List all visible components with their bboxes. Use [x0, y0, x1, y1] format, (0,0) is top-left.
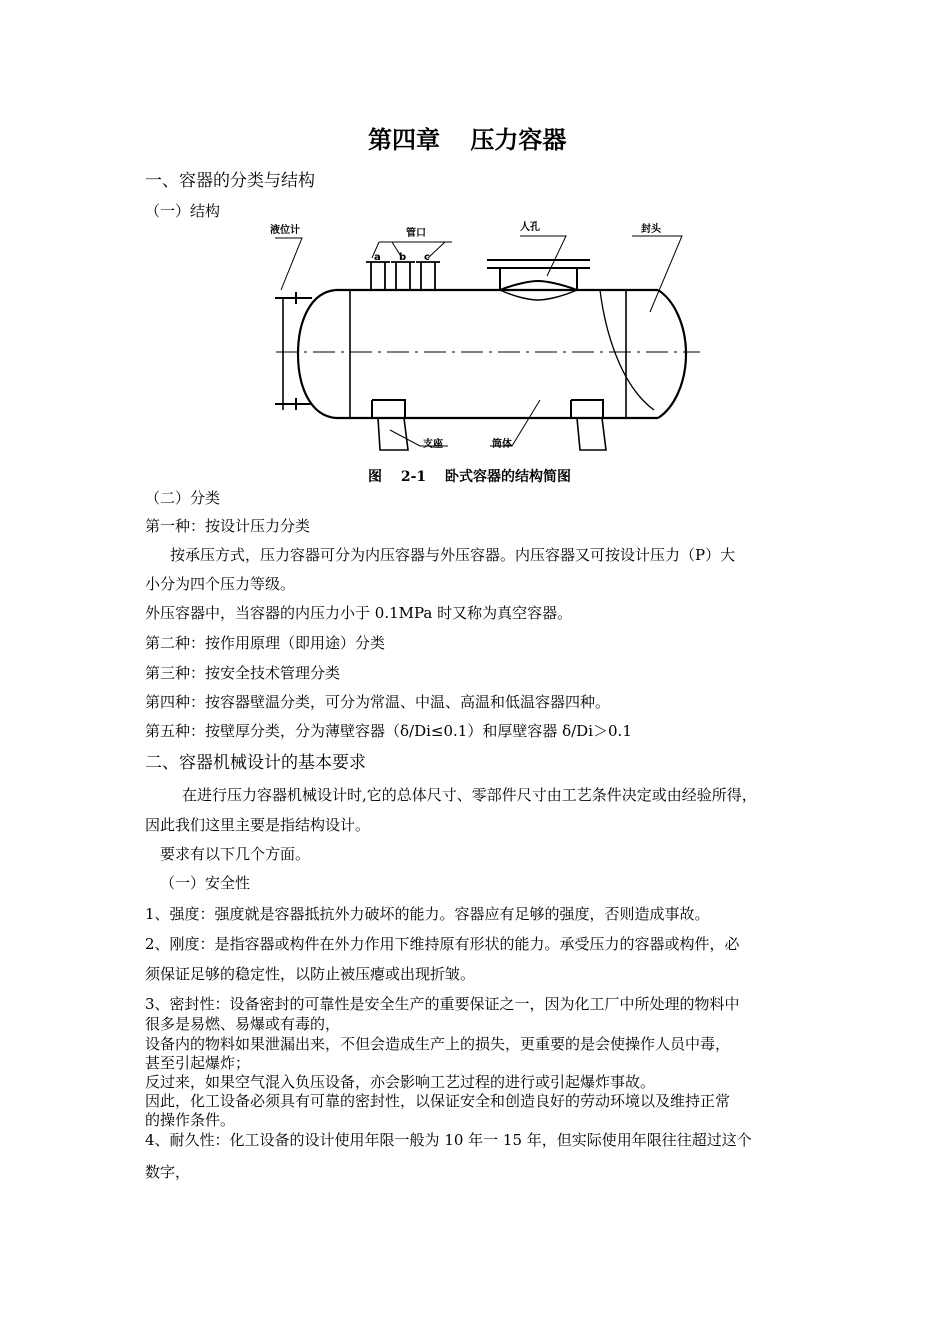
paragraph-line: 2、刚度：是指容器或构件在外力作用下维持原有形状的能力。承受压力的容器或构件，必: [145, 935, 740, 953]
paragraph-line: 很多是易燃、易爆或有毒的，: [145, 1015, 341, 1033]
leader-manhole: [520, 236, 566, 276]
leader-nozzle: [372, 242, 452, 258]
paragraph-line: 第一种：按设计压力分类: [145, 517, 311, 535]
saddle-right-leg: [577, 418, 606, 450]
label-nozzle-a: a: [374, 252, 381, 263]
paragraph-line: 3、密封性：设备密封的可靠性是安全生产的重要保证之一，因为化工厂中所处理的物料中: [145, 995, 740, 1013]
label-saddle: 支座: [423, 439, 443, 450]
paragraph-line: 第四种：按容器壁温分类，可分为常温、中温、高温和低温容器四种。: [145, 693, 611, 711]
label-nozzle-c: c: [424, 252, 430, 263]
subsection-safety: （一）安全性: [160, 874, 251, 892]
label-nozzle: 管口: [406, 228, 426, 239]
manhole-cover: [500, 281, 577, 290]
figure-caption: 图 2-1 卧式容器的结构简图: [368, 469, 572, 485]
saddle-right: [571, 400, 603, 418]
label-level-gauge: 液位计: [270, 225, 300, 236]
paragraph-line: 因此我们这里主要是指结构设计。: [145, 816, 371, 834]
page-title: 第四章 压力容器: [368, 125, 567, 154]
paragraph-line: 第二种：按作用原理（即用途）分类: [145, 634, 386, 652]
paragraph-line: 设备内的物料如果泄漏出来，不但会造成生产上的损失，更重要的是会使操作人员中毒，: [145, 1035, 731, 1053]
paragraph-line: 1、强度：强度就是容器抵抗外力破坏的能力。容器应有足够的强度，否则造成事故。: [145, 905, 710, 923]
leader-level-gauge: [275, 238, 302, 290]
paragraph-line: 在进行压力容器机械设计时,它的总体尺寸、零部件尺寸由工艺条件决定或由经验所得，: [182, 786, 757, 804]
paragraph-line: 4、耐久性：化工设备的设计使用年限一般为 10 年一 15 年，但实际使用年限往往超过这个: [145, 1131, 752, 1149]
paragraph-line: 小分为四个压力等级。: [145, 575, 296, 593]
label-head: 封头: [641, 224, 661, 235]
left-head: [298, 290, 336, 418]
head-section-line: [600, 290, 654, 410]
paragraph-line: 因此，化工设备必须具有可靠的密封性，以保证安全和创造良好的劳动环境以及维持正常: [145, 1092, 731, 1110]
paragraph-line: 外压容器中，当容器的内压力小于 0.1MPa 时又称为真空容器。: [145, 604, 573, 622]
label-shell: 筒体: [492, 439, 512, 450]
saddle-left: [372, 400, 405, 418]
manhole-flange: [487, 260, 590, 268]
paragraph-line: 第三种：按安全技术管理分类: [145, 664, 341, 682]
label-manhole: 人孔: [520, 222, 540, 233]
saddle-left-leg: [378, 418, 408, 450]
paragraph-line: 的操作条件。: [145, 1111, 236, 1129]
label-nozzle-b: b: [399, 252, 407, 263]
leader-head: [632, 236, 682, 312]
subsection-structure: （一）结构: [145, 202, 221, 220]
paragraph-line: 第五种：按壁厚分类，分为薄壁容器（δ/Di≤0.1）和厚壁容器 δ/Di＞0.1: [145, 722, 632, 740]
subsection-classification: （二）分类: [145, 489, 221, 507]
paragraph-line: 须保证足够的稳定性，以防止被压瘪或出现折皱。: [145, 965, 476, 983]
paragraph-line: 按承压方式，压力容器可分为内压容器与外压容器。内压容器又可按设计压力（P）大: [170, 546, 736, 564]
paragraph-line: 要求有以下几个方面。: [160, 845, 311, 863]
paragraph-line: 反过来，如果空气混入负压设备，亦会影响工艺过程的进行或引起爆炸事故。: [145, 1073, 656, 1091]
section-heading-1: 一、容器的分类与结构: [145, 171, 315, 191]
right-head: [658, 290, 686, 418]
section-heading-2: 二、容器机械设计的基本要求: [145, 753, 366, 773]
paragraph-line: 数字，: [145, 1163, 191, 1181]
paragraph-line: 甚至引起爆炸；: [145, 1054, 251, 1072]
